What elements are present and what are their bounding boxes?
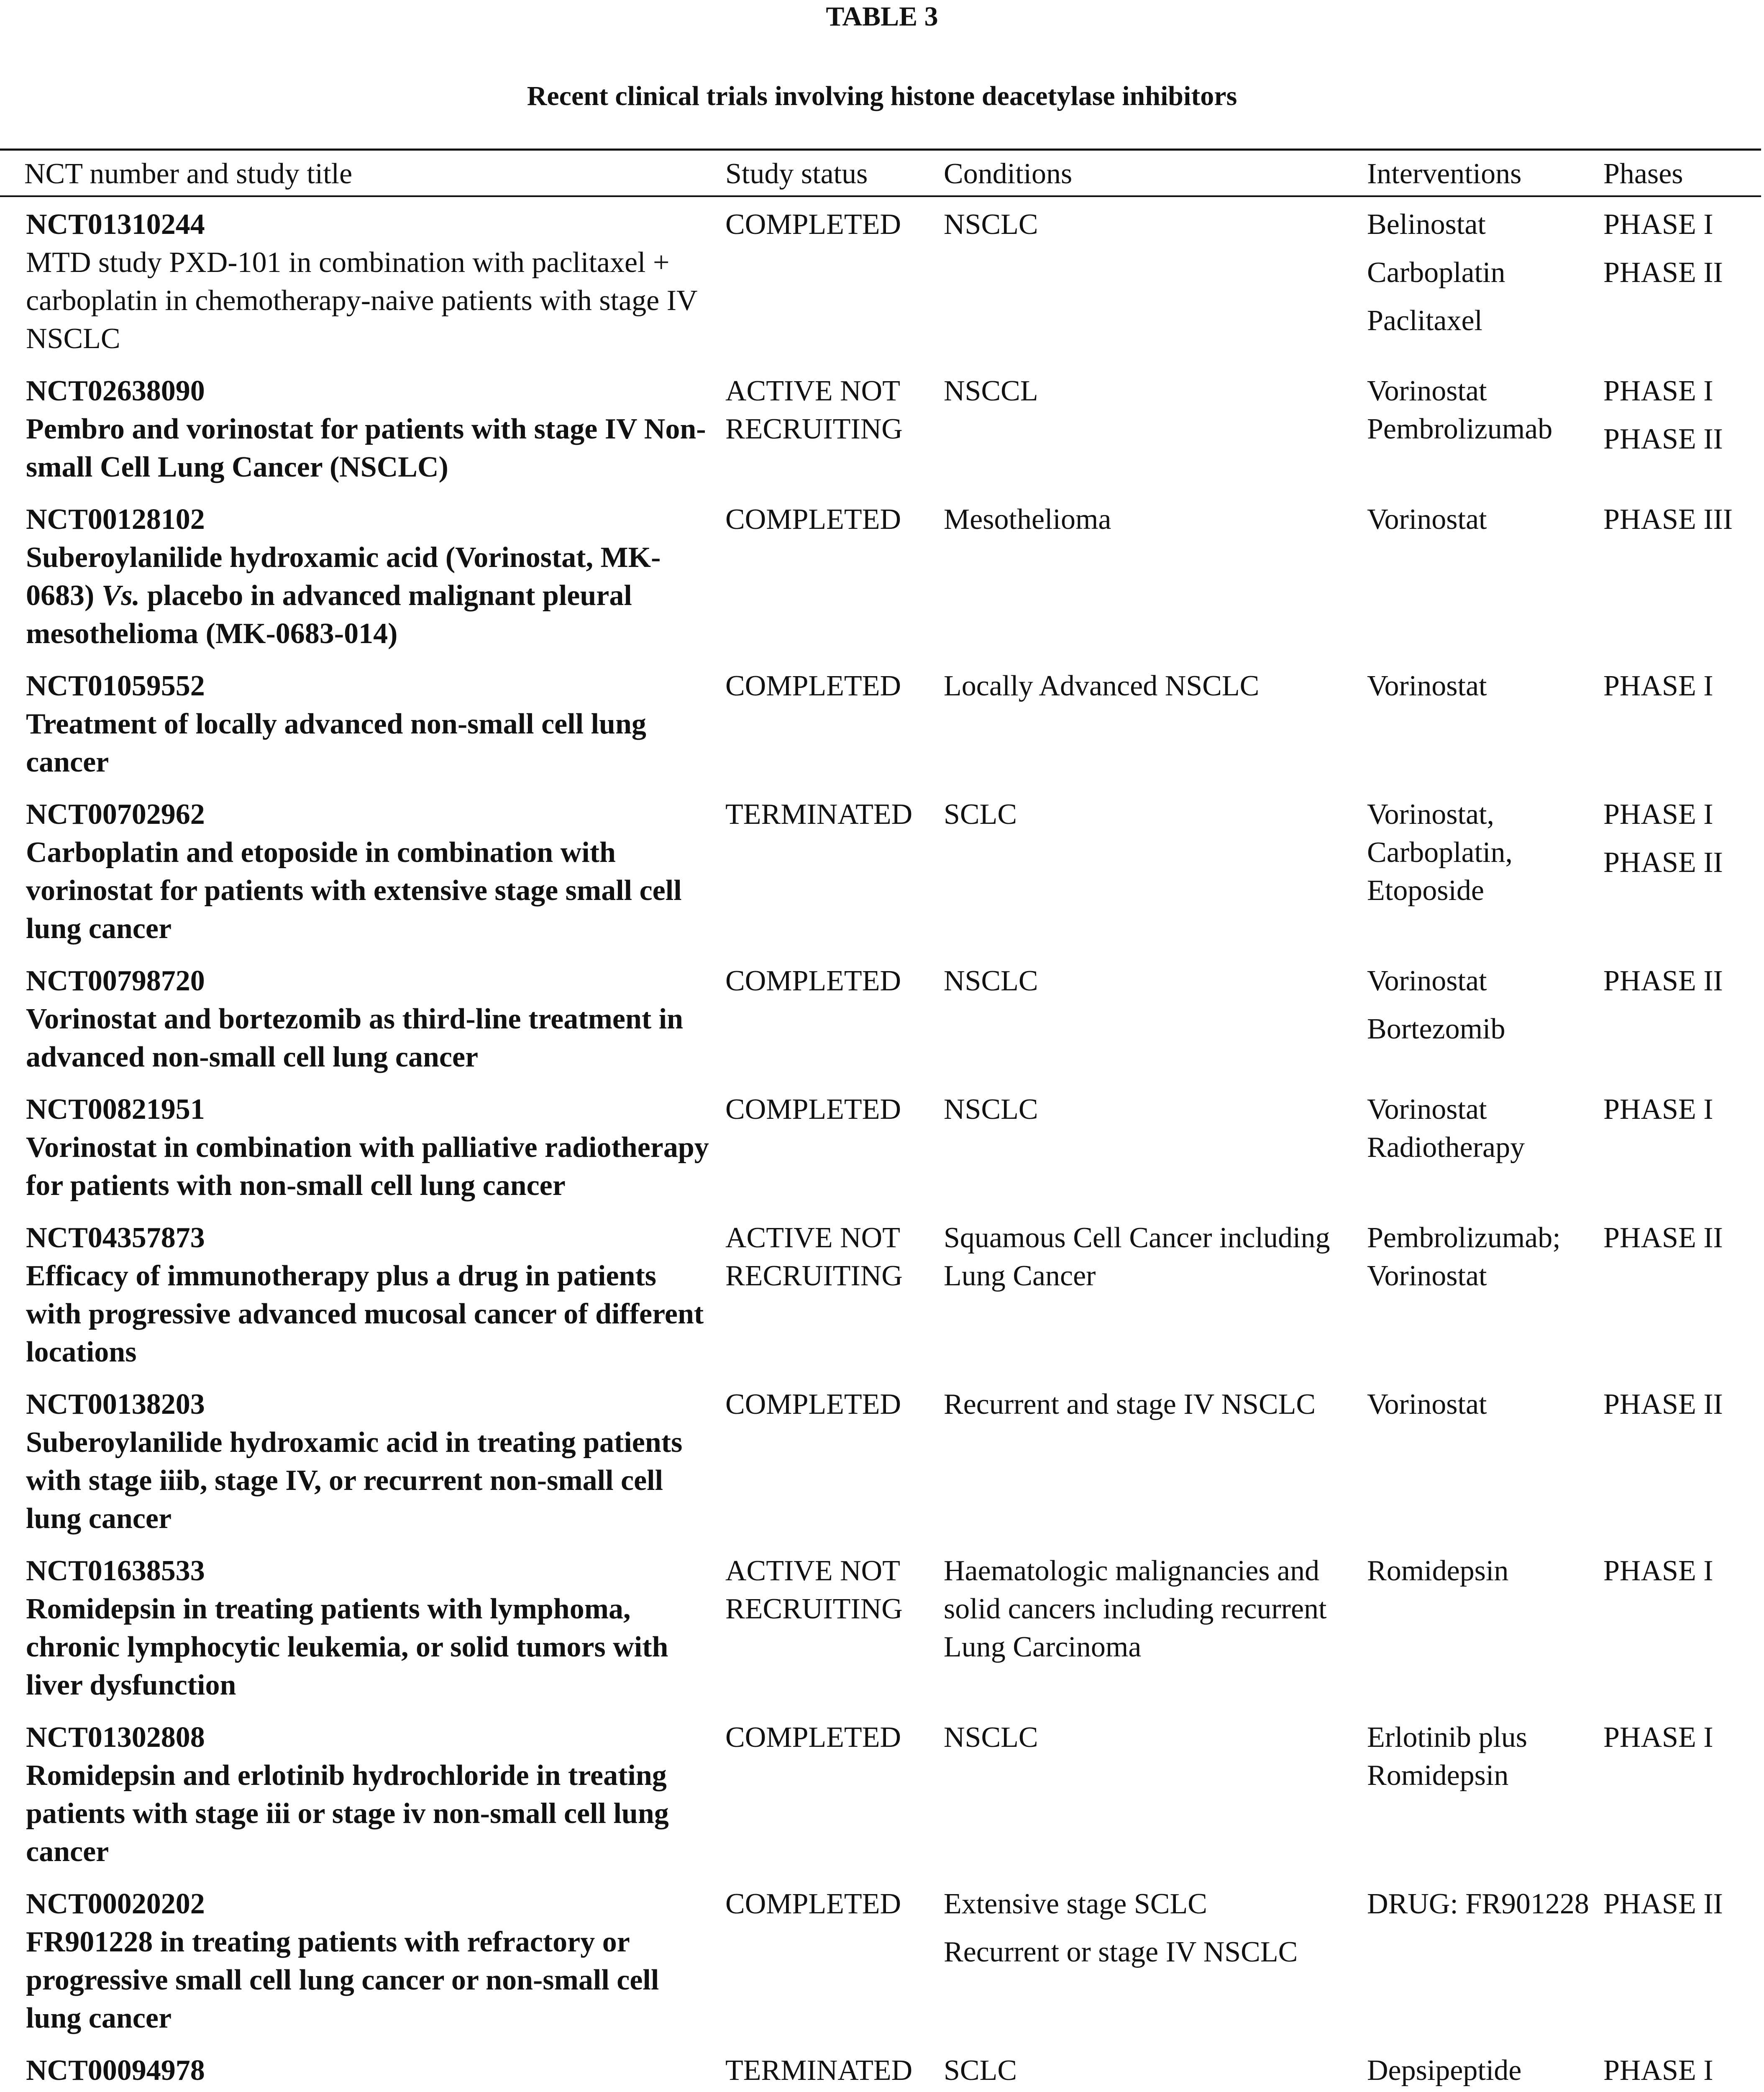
intervention-item: Vorinostat	[1367, 1388, 1487, 1420]
study-cell	[0, 364, 716, 492]
phase-item: PHASE I	[1603, 208, 1713, 241]
conditions-cell	[934, 954, 1358, 1082]
nct-number: NCT00094978	[26, 2054, 205, 2087]
table-row	[0, 1877, 1761, 2043]
table-row	[0, 1082, 1761, 1210]
conditions-cell	[934, 1877, 1358, 2043]
condition-item: NSCLC	[944, 1093, 1038, 1125]
intervention-item: Belinostat	[1367, 208, 1486, 241]
phases-cell	[1594, 659, 1761, 787]
phases-cell	[1594, 2043, 1761, 2092]
table-row	[0, 1377, 1761, 1543]
study-cell	[0, 1543, 716, 1710]
phases-cell	[1594, 1082, 1761, 1210]
study-title-part: placebo in advanced malignant pleural mesothelioma (MK-0683-014)	[26, 579, 632, 650]
table-row	[0, 954, 1761, 1082]
interventions-cell	[1358, 954, 1594, 1082]
header-conditions: Conditions	[944, 158, 1073, 190]
phases-cell	[1594, 787, 1761, 954]
interventions-cell	[1358, 492, 1594, 659]
study-cell	[0, 1082, 716, 1210]
intervention-item: Erlotinib plus Romidepsin	[1367, 1721, 1528, 1792]
table-label: TABLE 3	[826, 1, 938, 32]
status-cell: COMPLETED	[725, 1388, 901, 1420]
nct-number: NCT01302808	[26, 1721, 205, 1754]
condition-item: NSCLC	[944, 208, 1038, 241]
phase-item: PHASE II	[1603, 1388, 1723, 1420]
intervention-item: Pembrolizumab; Vorinostat	[1367, 1222, 1561, 1292]
conditions-cell	[934, 1082, 1358, 1210]
intervention-item: Bortezomib	[1367, 1013, 1505, 1045]
study-cell	[0, 787, 716, 954]
table-row	[0, 2043, 1761, 2092]
phases-cell	[1594, 196, 1761, 364]
nct-number: NCT01638533	[26, 1555, 205, 1587]
intervention-item: Carboplatin	[1367, 256, 1505, 289]
intervention-item: Vorinostat Pembrolizumab	[1367, 375, 1553, 445]
condition-item: Extensive stage SCLC	[944, 1888, 1207, 1920]
condition-item: NSCLC	[944, 965, 1038, 997]
phase-item: PHASE III	[1603, 503, 1733, 536]
condition-item: Haematologic malignancies and solid cancers including recurrent Lung Carcinoma	[944, 1555, 1327, 1663]
study-title: Romidepsin and erlotinib hydrochloride in treating patients with stage iii or stage iv non-small cell lung cancer	[26, 1759, 669, 1868]
conditions-cell	[934, 1710, 1358, 1877]
study-cell	[0, 196, 716, 364]
phase-item: PHASE I	[1603, 1093, 1713, 1125]
phase-item: PHASE II	[1603, 1222, 1723, 1254]
nct-number: NCT00128102	[26, 503, 205, 536]
condition-item: Recurrent or stage IV NSCLC	[944, 1936, 1298, 1968]
interventions-cell	[1358, 787, 1594, 954]
study-title: Pembro and vorinostat for patients with stage IV Non-small Cell Lung Cancer (NSCLC)	[26, 413, 706, 483]
status-cell: COMPLETED	[725, 670, 901, 702]
study-cell	[0, 1377, 716, 1543]
phases-cell	[1594, 364, 1761, 492]
nct-number: NCT00821951	[26, 1093, 205, 1125]
interventions-cell	[1358, 1710, 1594, 1877]
header-status: Study status	[725, 158, 868, 190]
study-title: Treatment of locally advanced non-small cell lung cancer	[26, 708, 646, 778]
study-title: Romidepsin in treating patients with lymphoma, chronic lymphocytic leukemia, or solid tumors with liver dysfunction	[26, 1593, 668, 1701]
conditions-cell	[934, 1377, 1358, 1543]
phases-cell	[1594, 1710, 1761, 1877]
status-cell: COMPLETED	[725, 1721, 901, 1754]
status-cell: ACTIVE NOT RECRUITING	[725, 375, 903, 445]
conditions-cell	[934, 1543, 1358, 1710]
intervention-item: Paclitaxel	[1367, 305, 1483, 337]
table-body	[0, 196, 1761, 2092]
table-title: Recent clinical trials involving histone deacetylase inhibitors	[527, 81, 1237, 111]
status-cell: COMPLETED	[725, 1888, 901, 1920]
study-title	[26, 538, 716, 653]
phase-item: PHASE II	[1603, 846, 1723, 879]
study-cell	[0, 2043, 716, 2092]
intervention-item: Vorinostat Radiotherapy	[1367, 1093, 1525, 1164]
phase-item: PHASE I	[1603, 375, 1713, 407]
study-title: MTD study PXD-101 in combination with paclitaxel + carboplatin in chemotherapy-naive patients with stage IV NSCLC	[26, 246, 697, 355]
status-cell: ACTIVE NOT RECRUITING	[725, 1555, 903, 1625]
interventions-cell	[1358, 1877, 1594, 2043]
phases-cell	[1594, 954, 1761, 1082]
phase-item: PHASE I	[1603, 2054, 1713, 2087]
phase-item: PHASE I	[1603, 1555, 1713, 1587]
phase-item: PHASE II	[1603, 423, 1723, 455]
condition-item: Squamous Cell Cancer including Lung Cancer	[944, 1222, 1330, 1292]
phase-item: PHASE II	[1603, 1888, 1723, 1920]
table-row	[0, 492, 1761, 659]
conditions-cell	[934, 2043, 1358, 2092]
intervention-item: DRUG: FR901228	[1367, 1888, 1589, 1920]
interventions-cell	[1358, 1082, 1594, 1210]
interventions-cell	[1358, 1543, 1594, 1710]
interventions-cell	[1358, 1210, 1594, 1377]
clinical-trials-table	[0, 149, 1761, 2092]
study-title: FR901228 in treating patients with refractory or progressive small cell lung cancer or non-small cell lung cancer	[26, 1926, 659, 2034]
study-title: Suberoylanilide hydroxamic acid in treating patients with stage iiib, stage IV, or recurrent non-small cell lung cancer	[26, 1426, 683, 1535]
status-cell: TERMINATED	[725, 798, 913, 831]
interventions-cell	[1358, 659, 1594, 787]
interventions-cell	[1358, 196, 1594, 364]
condition-item: SCLC	[944, 798, 1017, 831]
study-title-part: Vs.	[101, 579, 140, 612]
table-row	[0, 1210, 1761, 1377]
intervention-item: Romidepsin	[1367, 1555, 1509, 1587]
phase-item: PHASE II	[1603, 256, 1723, 289]
intervention-item: Vorinostat, Carboplatin, Etoposide	[1367, 798, 1513, 907]
status-cell: COMPLETED	[725, 1093, 901, 1125]
phases-cell	[1594, 1877, 1761, 2043]
condition-item: NSCCL	[944, 375, 1038, 407]
header-phases: Phases	[1603, 158, 1683, 190]
status-cell: COMPLETED	[725, 208, 901, 241]
phases-cell	[1594, 1543, 1761, 1710]
nct-number: NCT01059552	[26, 670, 205, 702]
conditions-cell	[934, 787, 1358, 954]
phase-item: PHASE I	[1603, 1721, 1713, 1754]
condition-item: NSCLC	[944, 1721, 1038, 1754]
study-cell	[0, 492, 716, 659]
header-row	[0, 150, 1761, 197]
study-cell	[0, 954, 716, 1082]
table-row	[0, 659, 1761, 787]
study-title: Efficacy of immunotherapy plus a drug in patients with progressive advanced mucosal cancer of different locations	[26, 1260, 704, 1368]
interventions-cell	[1358, 364, 1594, 492]
phases-cell	[1594, 1210, 1761, 1377]
study-cell	[0, 1210, 716, 1377]
table-header	[0, 150, 1761, 197]
nct-number: NCT00020202	[26, 1888, 205, 1920]
interventions-cell	[1358, 2043, 1594, 2092]
phase-item: PHASE I	[1603, 798, 1713, 831]
condition-item: Mesothelioma	[944, 503, 1111, 536]
condition-item: SCLC	[944, 2054, 1017, 2087]
table-row	[0, 196, 1761, 364]
phase-item: PHASE I	[1603, 670, 1713, 702]
conditions-cell	[934, 659, 1358, 787]
condition-item: Recurrent and stage IV NSCLC	[944, 1388, 1316, 1420]
header-study: NCT number and study title	[24, 158, 353, 190]
nct-number: NCT00702962	[26, 798, 205, 831]
conditions-cell	[934, 364, 1358, 492]
status-cell: COMPLETED	[725, 965, 901, 997]
nct-number: NCT01310244	[26, 208, 205, 241]
condition-item: Locally Advanced NSCLC	[944, 670, 1260, 702]
intervention-item: Vorinostat	[1367, 965, 1487, 997]
study-title: Vorinostat in combination with palliative radiotherapy for patients with non-small cell lung cancer	[26, 1131, 709, 1202]
table-row	[0, 787, 1761, 954]
conditions-cell	[934, 492, 1358, 659]
study-title	[26, 2089, 716, 2092]
study-title: Carboplatin and etoposide in combination with vorinostat for patients with extensive stage small cell lung cancer	[26, 836, 682, 945]
table-row	[0, 1543, 1761, 1710]
header-interventions: Interventions	[1367, 158, 1522, 190]
study-cell	[0, 659, 716, 787]
phase-item: PHASE II	[1603, 965, 1723, 997]
table-row	[0, 1710, 1761, 1877]
study-cell	[0, 1877, 716, 2043]
status-cell: ACTIVE NOT RECRUITING	[725, 1222, 903, 1292]
status-cell: COMPLETED	[725, 503, 901, 536]
study-title-part: Suberoylanilide hydroxamic acid (Vorinostat, MK-0683)	[26, 541, 661, 612]
table-row	[0, 364, 1761, 492]
phases-cell	[1594, 1377, 1761, 1543]
study-title: Vorinostat and bortezomib as third-line treatment in advanced non-small cell lung cancer	[26, 1003, 684, 1073]
nct-number: NCT00798720	[26, 965, 205, 997]
phases-cell	[1594, 492, 1761, 659]
study-cell	[0, 1710, 716, 1877]
conditions-cell	[934, 196, 1358, 364]
nct-number: NCT00138203	[26, 1388, 205, 1420]
intervention-item: Vorinostat	[1367, 503, 1487, 536]
intervention-item: Depsipeptide	[1367, 2054, 1522, 2087]
nct-number: NCT02638090	[26, 375, 205, 407]
intervention-item: Vorinostat	[1367, 670, 1487, 702]
nct-number: NCT04357873	[26, 1222, 205, 1254]
interventions-cell	[1358, 1377, 1594, 1543]
conditions-cell	[934, 1210, 1358, 1377]
status-cell: TERMINATED	[725, 2054, 913, 2087]
